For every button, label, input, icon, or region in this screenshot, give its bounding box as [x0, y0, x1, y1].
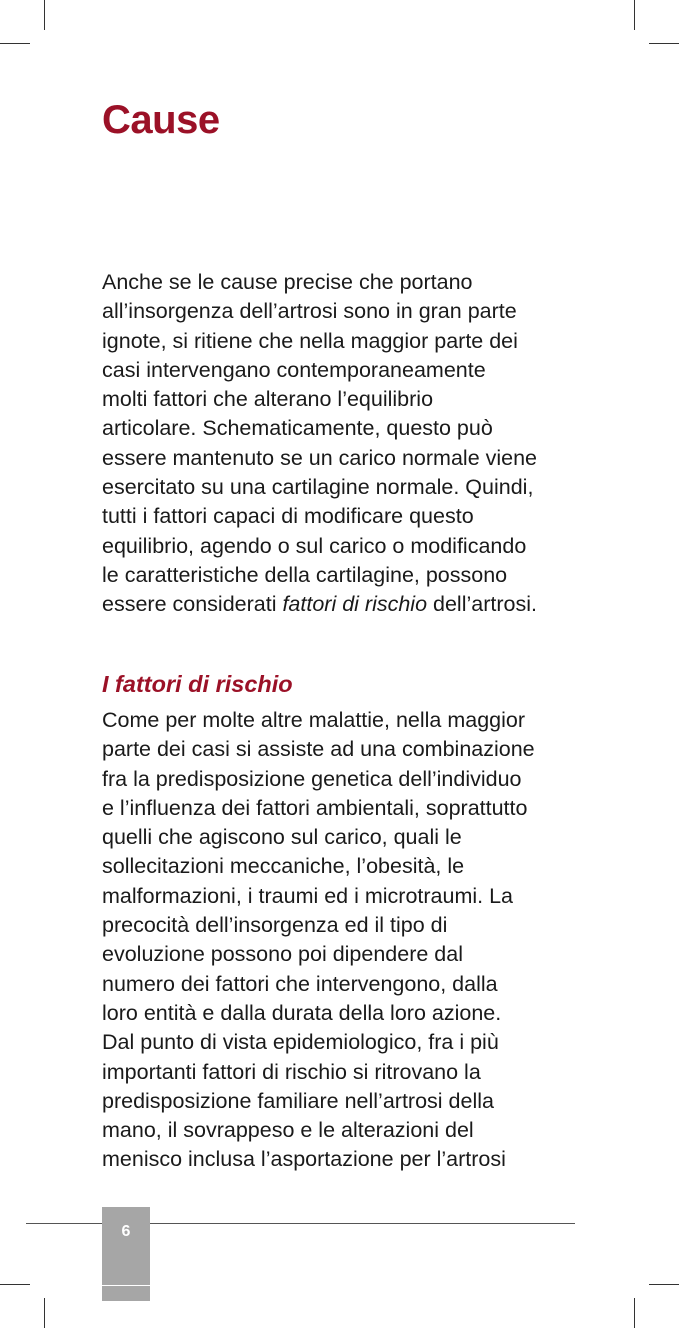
- text-line: Anche se le cause precise che portano: [102, 270, 473, 294]
- text-line: menisco inclusa l’asportazione per l’artrosi: [102, 1147, 506, 1172]
- text-line: e l’influenza dei fattori ambientali, soprattutto: [102, 795, 528, 820]
- crop-mark: [0, 43, 30, 44]
- text-line: equilibrio, agendo o sul carico o modificando: [102, 533, 527, 558]
- text-line: fra la predisposizione genetica dell’individuo: [102, 766, 522, 791]
- page-number-tab: [102, 1207, 150, 1285]
- text-line: precocità dell’insorgenza ed il tipo di: [102, 913, 448, 938]
- emphasis-text: fattori di rischio: [282, 592, 428, 617]
- text-line: le caratteristiche della cartilagine, possono: [102, 562, 508, 587]
- text-line: Come per molte altre malattie, nella maggior: [102, 708, 526, 732]
- crop-mark: [44, 1298, 45, 1328]
- text-line: ignote, si ritiene che nella maggior parte dei: [102, 328, 518, 353]
- text-line: molti fattori che alterano l’equilibrio: [102, 387, 434, 412]
- text-fragment: essere considerati: [102, 592, 283, 617]
- page-title: Cause: [102, 98, 220, 142]
- page-tab-bottom: [102, 1286, 150, 1301]
- crop-mark: [649, 43, 679, 44]
- text-line: malformazioni, i traumi ed i microtraumi. La: [102, 883, 514, 908]
- text-line: [102, 590, 592, 619]
- text-line: all’insorgenza dell’artrosi sono in gran parte: [102, 299, 517, 324]
- risk-factors-paragraph: [102, 706, 592, 1175]
- text-line: essere mantenuto se un carico normale viene: [102, 445, 538, 470]
- page-number: 6: [121, 1223, 131, 1240]
- section-heading: I fattori di rischio: [102, 671, 293, 697]
- text-line: evoluzione possono poi dipendere dal: [102, 942, 463, 967]
- text-line: sollecitazioni meccaniche, l’obesità, le: [102, 854, 465, 879]
- crop-mark: [44, 0, 45, 30]
- crop-mark: [0, 1284, 30, 1285]
- text-line: tutti i fattori capaci di modificare questo: [102, 504, 474, 529]
- text-line: Dal punto di vista epidemiologico, fra i più: [102, 1030, 499, 1055]
- crop-mark: [634, 0, 635, 30]
- crop-mark: [634, 1298, 635, 1328]
- text-line: predisposizione familiare nell’artrosi della: [102, 1088, 494, 1113]
- text-line: esercitato su una cartilagine normale. Quindi,: [102, 475, 534, 500]
- text-line: loro entità e dalla durata della loro azione.: [102, 1000, 502, 1025]
- text-line: parte dei casi si assiste ad una combinazione: [102, 737, 535, 762]
- intro-paragraph: [102, 268, 592, 620]
- crop-mark: [649, 1284, 679, 1285]
- text-line: quelli che agiscono sul carico, quali le: [102, 825, 462, 850]
- text-fragment: dell’artrosi.: [427, 592, 537, 617]
- text-line: casi intervengano contemporaneamente: [102, 357, 486, 382]
- text-line: importanti fattori di rischio si ritrovano la: [102, 1059, 481, 1084]
- text-line: mano, il sovrappeso e le alterazioni del: [102, 1118, 474, 1143]
- text-line: numero dei fattori che intervengono, dalla: [102, 971, 498, 996]
- text-line: articolare. Schematicamente, questo può: [102, 416, 493, 441]
